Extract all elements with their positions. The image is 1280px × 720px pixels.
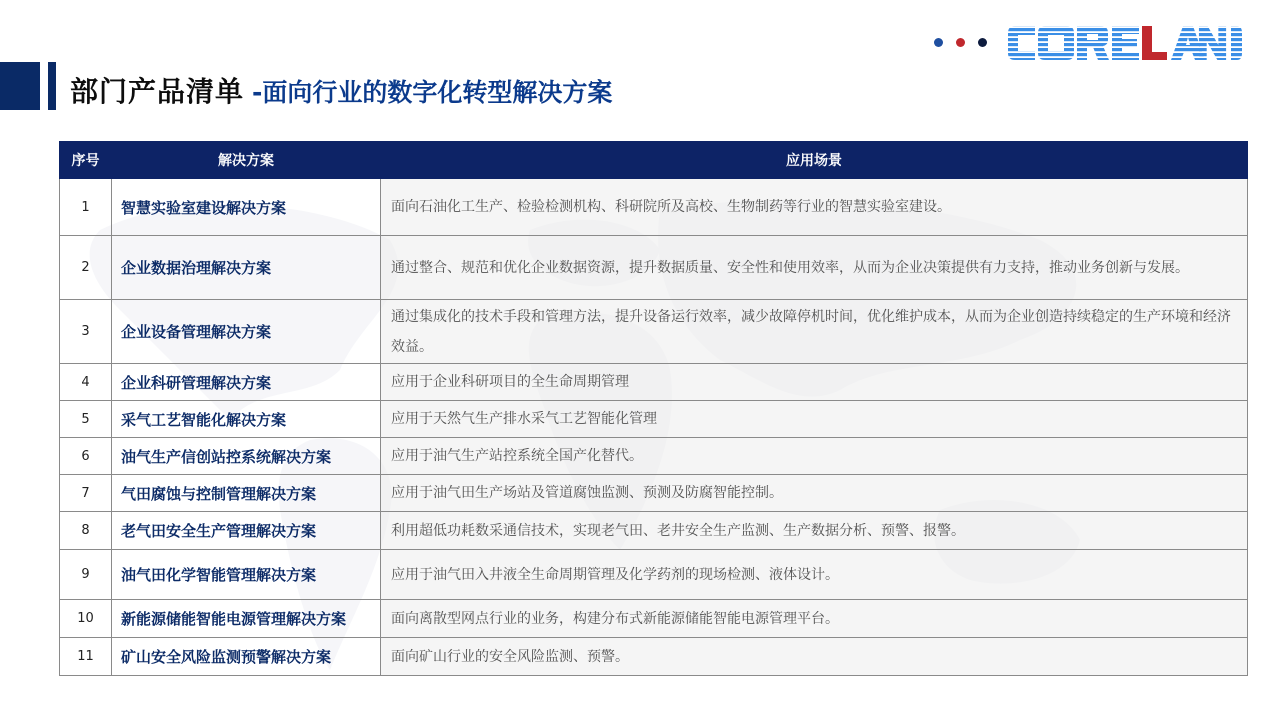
row-number: 11 [60,638,112,676]
table-row [60,550,1248,600]
row-number: 5 [60,401,112,438]
solution-name: 老气田安全生产管理解决方案 [112,512,381,550]
column-header-scenario: 应用场景 [381,142,1248,179]
solution-name: 企业科研管理解决方案 [112,364,381,401]
column-header-solution: 解决方案 [112,142,381,179]
row-number: 8 [60,512,112,550]
scenario-text: 通过集成化的技术手段和管理方法，提升设备运行效率，减少故障停机时间，优化维护成本，从而为企业创造持续稳定的生产环境和经济效益。 [381,300,1248,364]
solution-name: 企业设备管理解决方案 [112,300,381,364]
table-row [60,512,1248,550]
scenario-text: 面向石油化工生产、检验检测机构、科研院所及高校、生物制药等行业的智慧实验室建设。 [381,179,1248,236]
table-row [60,179,1248,236]
page-title [70,70,612,110]
table-header-row [60,142,1248,179]
scenario-text: 面向矿山行业的安全风险监测、预警。 [381,638,1248,676]
row-number: 3 [60,300,112,364]
page-subtitle: -面向行业的数字化转型解决方案 [252,78,613,107]
row-number: 2 [60,236,112,300]
table-row [60,300,1248,364]
table-row [60,236,1248,300]
row-number: 7 [60,475,112,512]
solution-name: 油气田化学智能管理解决方案 [112,550,381,600]
row-number: 4 [60,364,112,401]
coreland-logo [1005,18,1243,68]
red-dot-icon [956,38,965,47]
row-number: 9 [60,550,112,600]
table-row [60,401,1248,438]
scenario-text: 通过整合、规范和优化企业数据资源，提升数据质量、安全性和使用效率，从而为企业决策提供有力支持，推动业务创新与发展。 [381,236,1248,300]
blue-dot-icon [934,38,943,47]
navy-dot-icon [978,38,987,47]
solution-name: 采气工艺智能化解决方案 [112,401,381,438]
row-number: 1 [60,179,112,236]
solution-name: 企业数据治理解决方案 [112,236,381,300]
column-header-no: 序号 [60,142,112,179]
scenario-text: 应用于油气田生产场站及管道腐蚀监测、预测及防腐智能控制。 [381,475,1248,512]
scenario-text: 应用于油气田入井液全生命周期管理及化学药剂的现场检测、液体设计。 [381,550,1248,600]
table-row [60,638,1248,676]
solutions-table [59,141,1248,676]
table-row [60,364,1248,401]
scenario-text: 应用于企业科研项目的全生命周期管理 [381,364,1248,401]
solution-name: 矿山安全风险监测预警解决方案 [112,638,381,676]
header-accent-bar [48,62,56,110]
solution-name: 新能源储能智能电源管理解决方案 [112,600,381,638]
row-number: 6 [60,438,112,475]
scenario-text: 应用于油气生产站控系统全国产化替代。 [381,438,1248,475]
table-row [60,475,1248,512]
solution-name: 油气生产信创站控系统解决方案 [112,438,381,475]
scenario-text: 利用超低功耗数采通信技术，实现老气田、老井安全生产监测、生产数据分析、预警、报警。 [381,512,1248,550]
solution-name: 气田腐蚀与控制管理解决方案 [112,475,381,512]
scenario-text: 应用于天然气生产排水采气工艺智能化管理 [381,401,1248,438]
table-row [60,438,1248,475]
row-number: 10 [60,600,112,638]
solution-name: 智慧实验室建设解决方案 [112,179,381,236]
table-row [60,600,1248,638]
scenario-text: 面向离散型网点行业的业务，构建分布式新能源储能智能电源管理平台。 [381,600,1248,638]
header-accent-block [0,62,40,110]
page-title-main: 部门产品清单 [70,75,245,108]
